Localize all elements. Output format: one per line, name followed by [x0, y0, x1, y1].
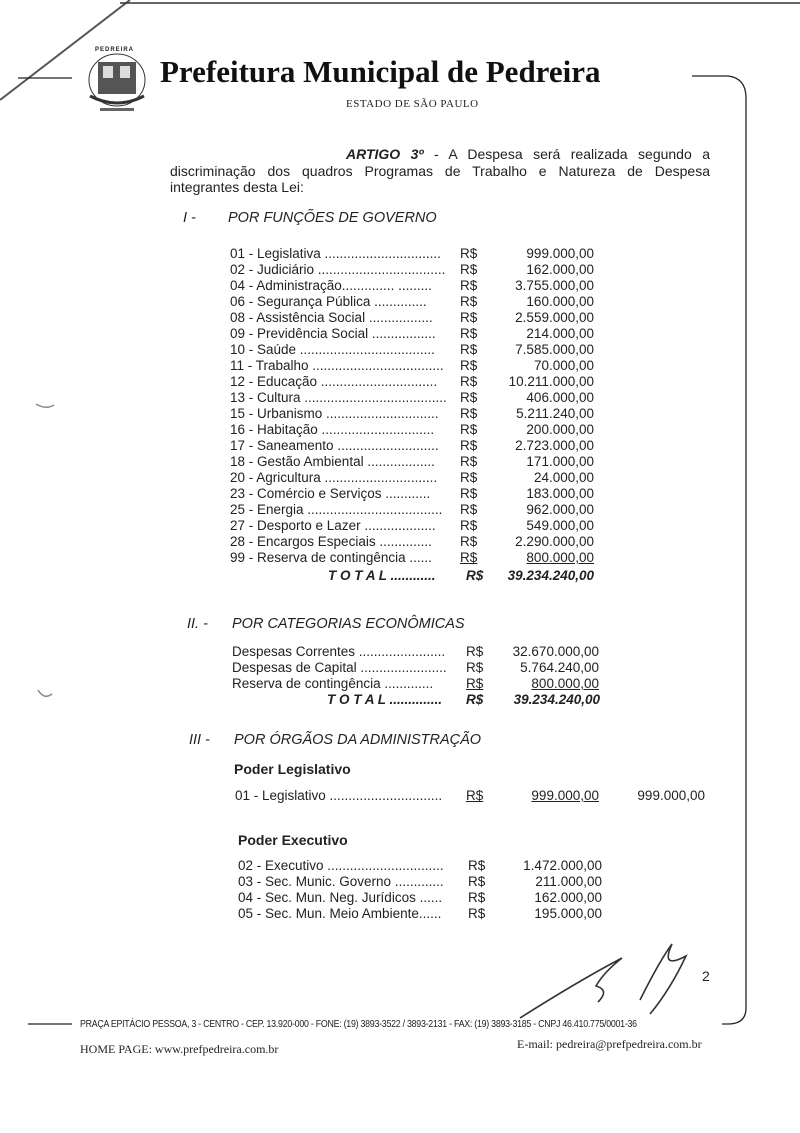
- row-currency: R$: [466, 676, 484, 691]
- header-rule-right: [692, 76, 746, 1024]
- row-value: 160.000,00: [526, 294, 594, 309]
- section-2-total-label: T O T A L ..............: [327, 692, 443, 707]
- row-currency: R$: [460, 422, 478, 437]
- row-value: 3.755.000,00: [515, 278, 594, 293]
- row-label: 04 - Sec. Mun. Neg. Jurídicos ......: [238, 890, 443, 905]
- row-label: Despesas de Capital .......................: [232, 660, 447, 675]
- footer-homepage: HOME PAGE: www.prefpedreira.com.br: [80, 1042, 279, 1056]
- row-currency: R$: [460, 278, 478, 293]
- row-label: 09 - Previdência Social .................: [230, 326, 436, 341]
- row-currency: R$: [460, 294, 478, 309]
- section-1-total-label: T O T A L ............: [328, 568, 436, 583]
- section-1-number: I -: [183, 210, 196, 226]
- row-currency: R$: [460, 454, 478, 469]
- row-label: 02 - Judiciário ..................................: [230, 262, 446, 277]
- row-value: 214.000,00: [526, 326, 594, 341]
- row-currency: R$: [468, 874, 486, 889]
- row-label: 99 - Reserva de contingência ......: [230, 550, 432, 565]
- legislativo-label: 01 - Legislativo ..............................: [235, 788, 443, 803]
- row-label: 11 - Trabalho ...................................: [230, 358, 444, 373]
- row-label: 05 - Sec. Mun. Meio Ambiente......: [238, 906, 442, 921]
- footer-address: PRAÇA EPITÁCIO PESSOA, 3 - CENTRO - CEP. 13.920-000 - FONE: (19) 3893-3522 / 3893-2131 - FAX: (19) 3893-3185 - CNPJ 46.410.775/0001-36: [80, 1018, 637, 1030]
- section-2-total-value: 39.234.240,00: [513, 692, 600, 707]
- row-currency: R$: [460, 246, 478, 261]
- executivo-heading: Poder Executivo: [238, 832, 348, 848]
- row-value: 549.000,00: [526, 518, 594, 533]
- legislativo-subtotal: 999.000,00: [637, 788, 705, 803]
- row-currency: R$: [466, 644, 484, 659]
- row-label: 16 - Habitação ..............................: [230, 422, 435, 437]
- row-value: 999.000,00: [526, 246, 594, 261]
- row-value: 7.585.000,00: [515, 342, 594, 357]
- section-2-heading: [187, 616, 465, 632]
- row-value: 5.211.240,00: [516, 406, 594, 421]
- row-currency: R$: [460, 470, 478, 485]
- row-currency: R$: [468, 858, 486, 873]
- row-label: 06 - Segurança Pública ..............: [230, 294, 427, 309]
- crest-text: PEDREIRA: [95, 47, 135, 53]
- row-label: 04 - Administração.............. .........: [230, 278, 432, 293]
- row-value: 1.472.000,00: [523, 858, 602, 873]
- row-label: 03 - Sec. Munic. Governo .............: [238, 874, 444, 889]
- row-currency: R$: [460, 326, 478, 341]
- row-value: 24.000,00: [533, 470, 594, 485]
- row-currency: R$: [460, 406, 478, 421]
- row-label: 17 - Saneamento ...........................: [230, 438, 439, 453]
- margin-mark-1: [36, 404, 54, 407]
- row-label: 01 - Legislativa ...............................: [230, 246, 441, 261]
- row-value: 195.000,00: [534, 906, 602, 921]
- intro-text: - A Despesa será realizada segundo a discriminação dos quadros Programas de Trabalho e Natureza de Despesa integrantes desta Lei:: [170, 146, 710, 195]
- section-2-number: II. -: [187, 616, 208, 632]
- row-currency: R$: [460, 518, 478, 533]
- row-label: 10 - Saúde ....................................: [230, 342, 435, 357]
- row-value: 962.000,00: [526, 502, 594, 517]
- row-label: 13 - Cultura ......................................: [230, 390, 447, 405]
- row-label: 23 - Comércio e Serviços ............: [230, 486, 431, 501]
- row-label: 02 - Executivo ...............................: [238, 858, 444, 873]
- row-value: 800.000,00: [526, 550, 594, 565]
- row-currency: R$: [460, 390, 478, 405]
- signature: [520, 944, 686, 1018]
- row-currency: R$: [460, 534, 478, 549]
- row-value: 162.000,00: [526, 262, 594, 277]
- row-value: 800.000,00: [531, 676, 599, 691]
- row-currency: R$: [460, 358, 478, 373]
- footer-email: E-mail: pedreira@prefpedreira.com.br: [517, 1037, 702, 1051]
- row-value: 2.290.000,00: [515, 534, 594, 549]
- row-value: 32.670.000,00: [512, 644, 599, 659]
- row-label: 15 - Urbanismo ..............................: [230, 406, 439, 421]
- row-value: 10.211.000,00: [508, 374, 594, 389]
- row-label: 25 - Energia ....................................: [230, 502, 443, 517]
- row-value: 162.000,00: [534, 890, 602, 905]
- row-currency: R$: [460, 310, 478, 325]
- row-currency: R$: [460, 262, 478, 277]
- row-value: 406.000,00: [526, 390, 594, 405]
- row-currency: R$: [460, 550, 478, 565]
- section-3-title: POR ÓRGÃOS DA ADMINISTRAÇÃO: [234, 732, 482, 748]
- row-value: 211.000,00: [535, 874, 602, 889]
- crest-icon: [89, 54, 145, 111]
- page-number: 2: [702, 968, 710, 984]
- section-1-title: POR FUNÇÕES DE GOVERNO: [228, 210, 437, 226]
- row-value: 2.559.000,00: [515, 310, 594, 325]
- page-subtitle: ESTADO DE SÃO PAULO: [346, 98, 479, 110]
- section-3-number: III -: [189, 732, 210, 748]
- row-value: 200.000,00: [526, 422, 594, 437]
- page-title: Prefeitura Municipal de Pedreira: [160, 54, 601, 89]
- article-label: ARTIGO 3º: [346, 146, 424, 162]
- section-1-heading: [183, 210, 437, 226]
- section-3-heading: [189, 732, 481, 748]
- row-label: 20 - Agricultura ..............................: [230, 470, 438, 485]
- row-currency: R$: [460, 342, 478, 357]
- row-value: 2.723.000,00: [515, 438, 594, 453]
- row-currency: R$: [460, 438, 478, 453]
- row-label: 18 - Gestão Ambiental ..................: [230, 454, 435, 469]
- row-value: 5.764.240,00: [520, 660, 599, 675]
- legislativo-heading: Poder Legislativo: [234, 761, 351, 777]
- row-currency: R$: [466, 660, 484, 675]
- legislativo-currency: R$: [466, 788, 484, 803]
- row-label: 08 - Assistência Social .................: [230, 310, 433, 325]
- section-2-title: POR CATEGORIAS ECONÔMICAS: [232, 616, 465, 632]
- row-currency: R$: [460, 486, 478, 501]
- row-label: Despesas Correntes .......................: [232, 644, 446, 659]
- section-1-total-currency: R$: [466, 568, 484, 583]
- row-label: Reserva de contingência .............: [232, 676, 434, 691]
- row-value: 70.000,00: [533, 358, 594, 373]
- row-currency: R$: [468, 890, 486, 905]
- row-label: 12 - Educação ...............................: [230, 374, 438, 389]
- row-value: 183.000,00: [526, 486, 594, 501]
- row-currency: R$: [460, 374, 478, 389]
- row-currency: R$: [460, 502, 478, 517]
- row-label: 27 - Desporto e Lazer ...................: [230, 518, 436, 533]
- row-currency: R$: [468, 906, 486, 921]
- intro-paragraph: [170, 146, 710, 196]
- legislativo-value: 999.000,00: [531, 788, 599, 803]
- row-value: 171.000,00: [526, 454, 594, 469]
- section-2-total-currency: R$: [466, 692, 484, 707]
- section-1-total-value: 39.234.240,00: [507, 568, 594, 583]
- row-label: 28 - Encargos Especiais ..............: [230, 534, 432, 549]
- margin-mark-2: [38, 690, 52, 696]
